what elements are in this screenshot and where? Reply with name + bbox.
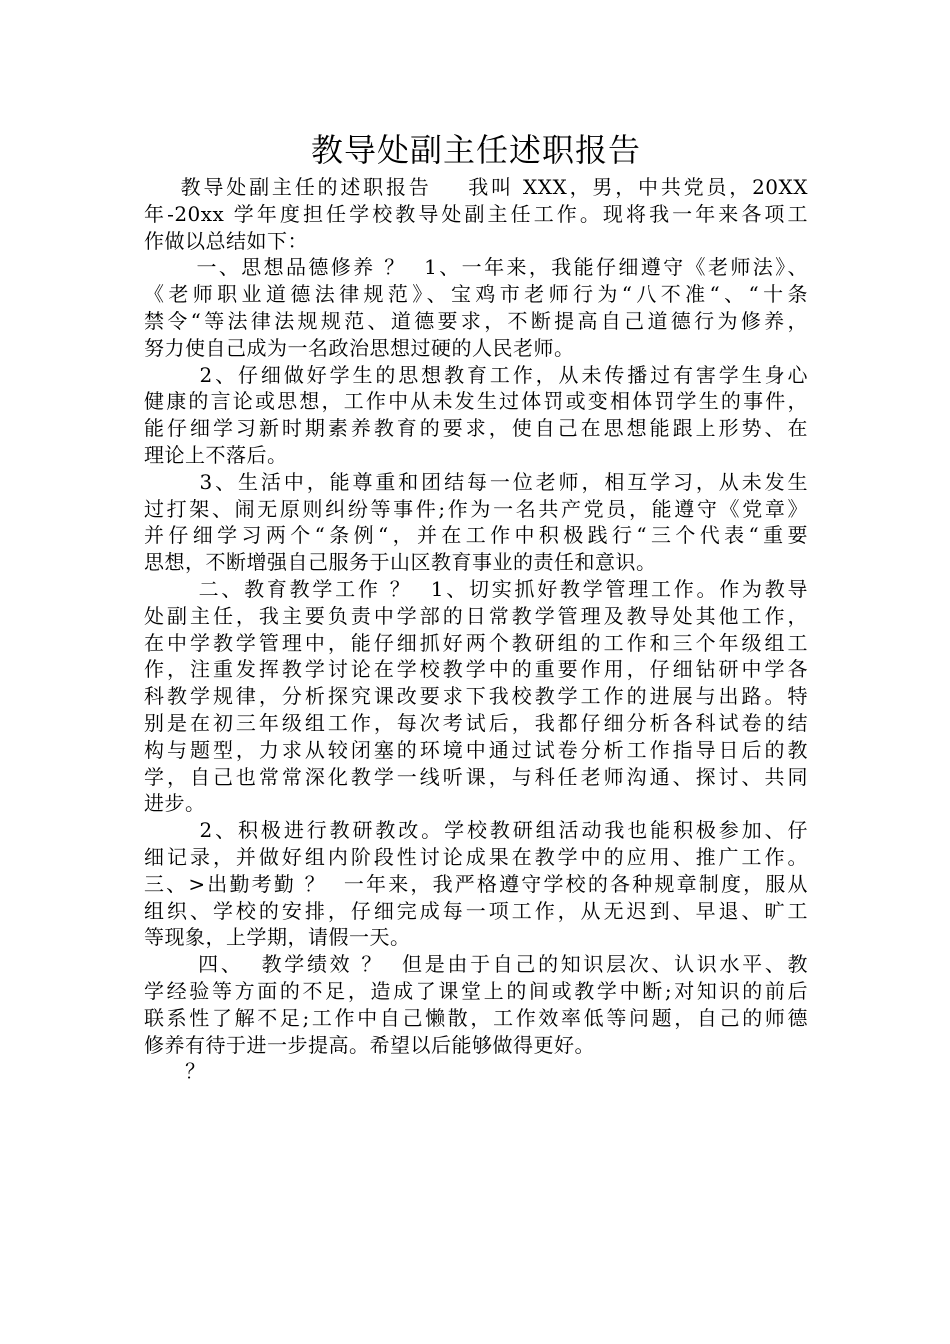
text-line: 四、 教学绩效 ？ 但是由于自己的知识层次、认识水平、教 xyxy=(144,952,808,977)
text-line: 并仔细学习两个“条例“，并在工作中积极践行“三个代表“重要 xyxy=(144,523,808,548)
text-line: 组织、学校的安排，仔细完成每一项工作，从无迟到、早退、旷工 xyxy=(144,898,808,923)
text-line: 作，注重发挥教学讨论在学校教学中的重要作用，仔细钻研中学各 xyxy=(144,657,808,682)
text-line: ？ xyxy=(144,1059,206,1084)
text-line: 思想，不断增强自己服务于山区教育事业的责任和意识。 xyxy=(144,550,657,575)
document-body xyxy=(144,174,808,1085)
text-line: 3、生活中，能尊重和团结每一位老师，相互学习，从未发生 xyxy=(144,469,808,494)
text-line: 2、积极进行教研教改。学校教研组活动我也能积极参加、仔 xyxy=(144,818,808,843)
text-line: 科教学规律，分析探究课改要求下我校教学工作的进展与出路。特 xyxy=(144,684,808,709)
text-line: 学，自己也常常深化教学一线听课，与科任老师沟通、探讨、共同 xyxy=(144,764,808,789)
text-line: 别是在初三年级组工作，每次考试后，我都仔细分析各科试卷的结 xyxy=(144,710,808,735)
text-line: 修养有待于进一步提高。希望以后能够做得更好。 xyxy=(144,1032,595,1057)
text-line: 在中学教学管理中，能仔细抓好两个教研组的工作和三个年级组工 xyxy=(144,630,808,655)
text-line: 处副主任，我主要负责中学部的日常教学管理及教导处其他工作， xyxy=(144,603,808,628)
document-page xyxy=(144,128,808,1085)
text-line: 2、仔细做好学生的思想教育工作，从未传播过有害学生身心 xyxy=(144,362,808,387)
text-line: 三、>出勤考勤 ？ 一年来，我严格遵守学校的各种规章制度，服从 xyxy=(144,871,808,896)
text-line: 《老师职业道德法律规范》、宝鸡市老师行为“八不准“、“十条 xyxy=(144,282,808,307)
text-line: 禁令“等法律法规规范、道德要求，不断提高自己道德行为修养， xyxy=(144,308,808,333)
text-line: 理论上不落后。 xyxy=(144,442,288,467)
text-line: 学经验等方面的不足，造成了课堂上的间或教学中断;对知识的前后 xyxy=(144,978,808,1003)
text-line: 教导处副主任的述职报告 我叫 XXX，男，中共党员，20XX xyxy=(144,175,808,199)
text-line: 作做以总结如下： xyxy=(144,228,308,253)
text-line: 一、思想品德修养 ？ 1、一年来，我能仔细遵守《老师法》、 xyxy=(144,255,808,280)
text-line: 等现象，上学期，请假一天。 xyxy=(144,925,411,950)
text-line: 能仔细学习新时期素养教育的要求，使自己在思想能跟上形势、在 xyxy=(144,416,808,441)
text-line: 健康的言论或思想，工作中从未发生过体罚或变相体罚学生的事件， xyxy=(144,389,808,414)
document-title: 教导处副主任述职报告 xyxy=(310,131,641,169)
text-line: 构与题型，力求从较闭塞的环境中通过试卷分析工作指导日后的教 xyxy=(144,737,808,762)
text-line: 努力使自己成为一名政治思想过硬的人民老师。 xyxy=(144,335,575,360)
text-line: 年-20xx 学年度担任学校教导处副主任工作。现将我一年来各项工 xyxy=(144,201,808,226)
text-line: 二、教育教学工作 ？ 1、切实抓好教学管理工作。作为教导 xyxy=(144,576,808,601)
text-line: 联系性了解不足;工作中自己懒散，工作效率低等问题，自己的师德 xyxy=(144,1005,808,1030)
text-line: 进步。 xyxy=(144,791,206,816)
text-line: 过打架、闹无原则纠纷等事件;作为一名共产党员，能遵守《党章》 xyxy=(144,496,808,521)
text-line: 细记录，并做好组内阶段性讨论成果在教学中的应用、推广工作。 xyxy=(144,844,808,869)
